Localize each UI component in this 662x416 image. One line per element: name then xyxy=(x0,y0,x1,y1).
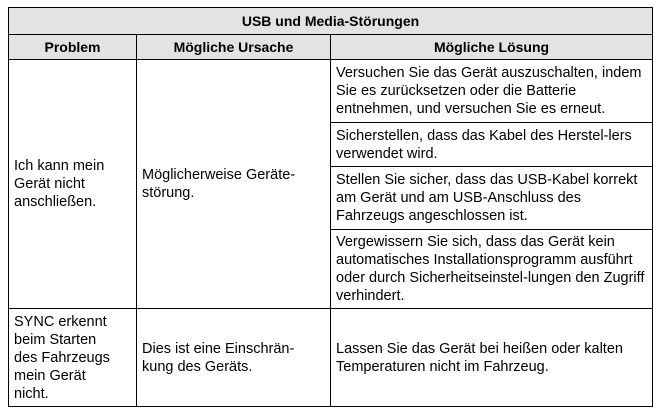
table-row xyxy=(9,309,653,407)
table-row xyxy=(9,60,653,123)
problem-text-2: SYNC erkennt beim Starten des Fahrzeugs mein Gerät nicht. xyxy=(14,313,110,402)
usb-media-table-container xyxy=(8,7,652,407)
cause-cell-1 xyxy=(137,60,331,309)
cause-cell-2 xyxy=(137,309,331,407)
header-problem: Problem xyxy=(9,35,137,60)
problem-cell-2 xyxy=(9,309,137,407)
solution-cell-2: Lassen Sie das Gerät bei heißen oder kalten Temperaturen nicht im Fahrzeug. xyxy=(331,309,653,407)
solution-cell-1c: Stellen Sie sicher, dass das USB-Kabel korrekt am Gerät und am USB-Anschluss des Fahrzeugs angeschlossen ist. xyxy=(331,167,653,230)
solution-cell-1b: Sicherstellen, dass das Kabel des Herstel-lers verwendet wird. xyxy=(331,123,653,167)
solution-cell-1a: Versuchen Sie das Gerät auszuschalten, indem Sie es zurücksetzen oder die Batterie entnehmen, und versuchen Sie es erneut. xyxy=(331,60,653,123)
table-title: USB und Media-Störungen xyxy=(9,8,653,35)
problem-cell-1 xyxy=(9,60,137,309)
problem-text-1: Ich kann mein Gerät nicht anschließen. xyxy=(14,158,105,210)
cause-text-1: Möglicherweise Geräte-störung. xyxy=(142,167,296,201)
table-header-row xyxy=(9,35,653,60)
cause-text-2: Dies ist eine Einschrän-kung des Geräts. xyxy=(142,340,295,375)
header-cause: Mögliche Ursache xyxy=(137,35,331,60)
usb-media-troubleshooting-table xyxy=(8,7,653,407)
table-title-row xyxy=(9,8,653,35)
solution-cell-1d: Vergewissern Sie sich, dass das Gerät kein automatisches Installationsprogramm ausführt oder durch Sicherheitseinstel-lungen den Zugriff verhindert. xyxy=(331,230,653,309)
header-solution: Mögliche Lösung xyxy=(331,35,653,60)
